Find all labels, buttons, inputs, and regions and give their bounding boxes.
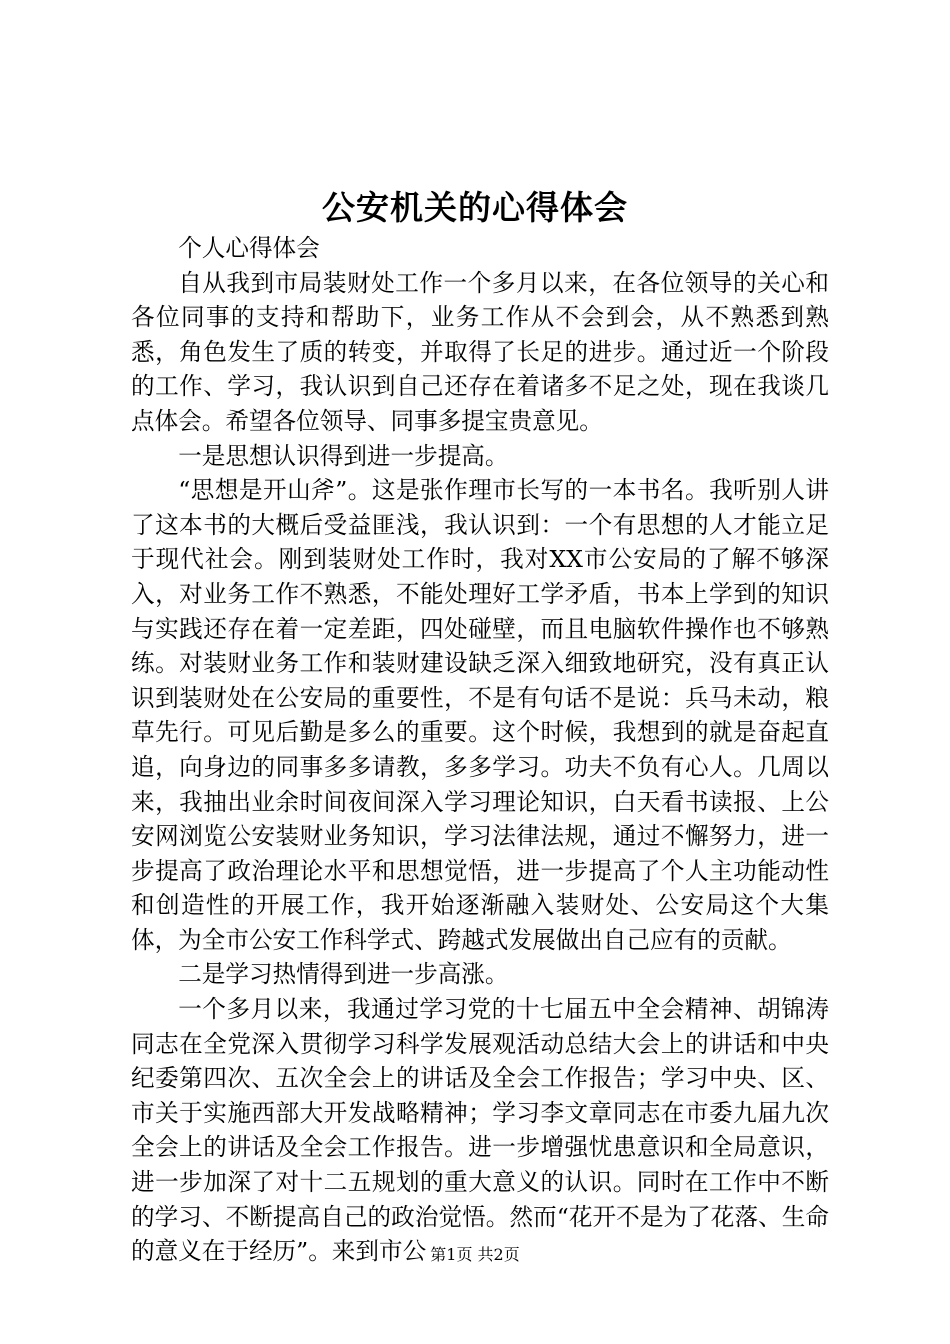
document-title: 公安机关的心得体会 (322, 188, 628, 227)
document-body (131, 231, 829, 1269)
paragraph-heading-two: 二是学习热情得到进一步高涨。 (178, 960, 509, 989)
paragraph-intro: 自从我到市局装财处工作一个多月以来，在各位领导的关心和各位同事的支持和帮助下，业务工作从不会到会，从不熟悉到熟悉，角色发生了质的转变，并取得了长足的进步。通过近一个阶段的工作、学习，我认识到自己还存在着诸多不足之处，现在我谈几点体会。希望各位领导、同事多提宝贵意见。 (131, 268, 829, 435)
paragraph-subtitle: 个人心得体会 (178, 234, 320, 262)
page-footer: 第1页 共2页 (430, 1245, 520, 1264)
paragraph-heading-one: 一是思想认识得到进一步提高。 (178, 441, 509, 470)
paragraph-study: 一个多月以来，我通过学习党的十七届五中全会精神、胡锦涛同志在全党深入贯彻学习科学发展观活动总结大会上的讲话和中央纪委第四次、五次全会上的讲话及全会工作报告；学习中央、区、市关于实施西部大开发战略精神；学习李文章同志在市委九届九次全会上的讲话及全会工作报告。进一步增强忧患意识和全局意识，进一步加深了对十二五规划的重大意义的认识。同时在工作中不断的学习、不断提高自己的政治觉悟。然而“花开不是为了花落、生命的意义在于经历”。来到市公 (131, 995, 829, 1266)
paragraph-thought: “思想是开山斧”。这是张作理市长写的一本书名。我听别人讲了这本书的大概后受益匪浅，我认识到：一个有思想的人才能立足于现代社会。刚到装财处工作时，我对XX市公安局的了解不够深入，对业务工作不熟悉，不能处理好工学矛盾，书本上学到的知识与实践还存在着一定差距，四处碰壁，而且电脑软件操作也不够熟练。对装财业务工作和装财建设缺乏深入细致地研究，没有真正认识到装财处在公安局的重要性，不是有句话不是说：兵马未动，粮草先行。可见后勤是多么的重要。这个时候，我想到的就是奋起直追，向身边的同事多多请教，多多学习。功夫不负有心人。几周以来，我抽出业余时间夜间深入学习理论知识，白天看书读报、上公安网浏览公安装财业务知识，学习法律法规，通过不懈努力，进一步提高了政治理论水平和思想觉悟，进一步提高了个人主功能动性和创造性的开展工作，我开始逐渐融入装财处、公安局这个大集体，为全市公安工作科学式、跨越式发展做出自己应有的贡献。 (131, 476, 829, 954)
